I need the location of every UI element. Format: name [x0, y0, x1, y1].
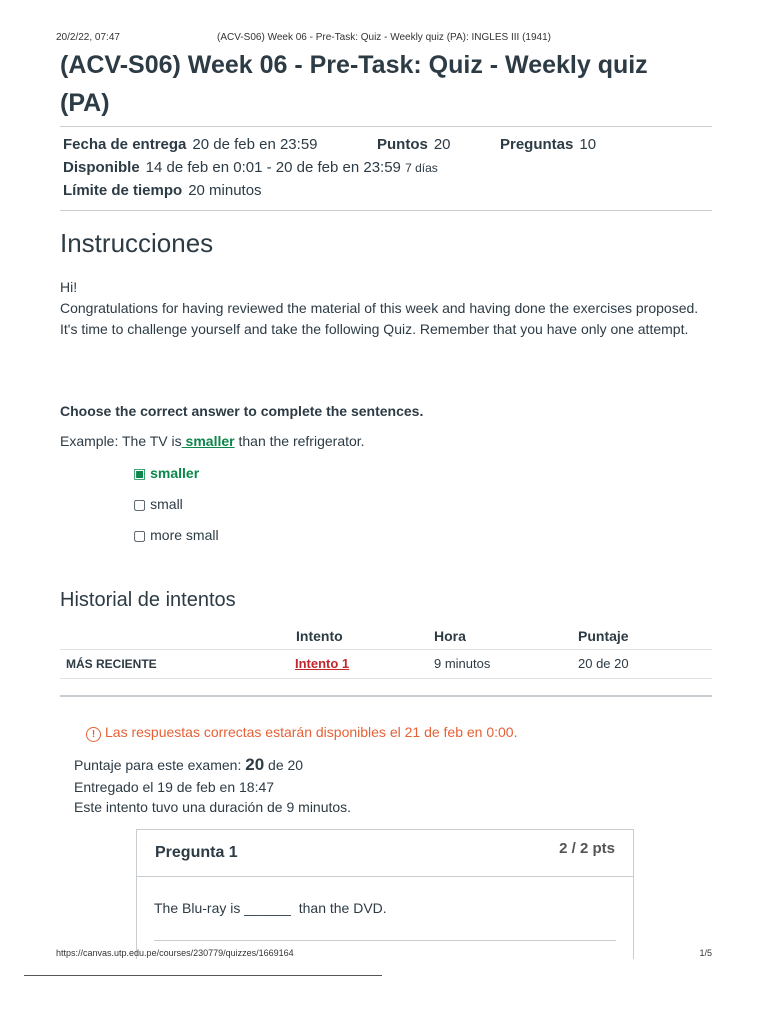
divider — [60, 210, 712, 211]
time-limit — [63, 182, 262, 199]
instructions-heading: Instrucciones — [60, 228, 214, 258]
question-header — [137, 830, 633, 877]
example-prefix: Example: The TV is — [60, 433, 182, 449]
available-days: 7 días — [405, 161, 438, 175]
submitted-date: Entregado el 19 de feb en 18:47 — [74, 779, 275, 795]
page-edge-line — [24, 975, 382, 976]
answers-available-alert — [86, 724, 517, 742]
instructions-text: Congratulations for having reviewed the material of this week and having done the exercises proposed. It's time to challenge yourself and take the following Quiz. Remember that you have only one attempt. — [60, 300, 699, 337]
attempt-score: 20 de 20 — [578, 656, 629, 671]
instructions-body — [60, 277, 710, 340]
page-title — [60, 46, 710, 122]
example-sentence — [60, 433, 365, 449]
page-number: 1/5 — [699, 948, 712, 958]
divider — [60, 126, 712, 127]
attempt-1-link[interactable]: Intento 1 — [295, 656, 350, 671]
example-option-smaller — [133, 465, 199, 482]
questions-label: Preguntas — [500, 136, 574, 153]
checked-box-icon: ▣ — [133, 465, 147, 481]
available-label: Disponible — [63, 159, 140, 176]
warning-icon: ! — [86, 727, 101, 742]
page-title-line2: (PA) — [60, 89, 110, 117]
question-card — [136, 829, 634, 959]
question-points: 2 / 2 pts — [559, 840, 615, 857]
score-value: 20 — [245, 755, 265, 774]
history-heading: Historial de intentos — [60, 589, 236, 611]
column-header-attempt: Intento — [296, 628, 343, 644]
points — [377, 136, 451, 153]
time-limit-label: Límite de tiempo — [63, 182, 183, 199]
questions — [500, 136, 596, 153]
table-divider — [60, 678, 712, 679]
time-limit-value: 20 minutos — [188, 182, 262, 199]
most-recent-tag: MÁS RECIENTE — [66, 657, 157, 671]
question-divider — [154, 940, 616, 941]
question-title: Pregunta 1 — [155, 844, 238, 861]
page-title-line1: (ACV-S06) Week 06 - Pre-Task: Quiz - Weekly quiz — [60, 51, 648, 79]
exam-score — [74, 755, 303, 775]
due-date — [63, 136, 318, 153]
empty-box-icon: ▢ — [133, 527, 147, 543]
column-header-score: Puntaje — [578, 628, 629, 644]
instructions-task: Choose the correct answer to complete the sentences. — [60, 403, 424, 419]
divider — [60, 695, 712, 697]
print-date: 20/2/22, 07:47 — [56, 32, 120, 43]
print-url: https://canvas.utp.edu.pe/courses/230779/quizzes/1669164 — [56, 948, 294, 958]
points-label: Puntos — [377, 136, 428, 153]
option-label: more small — [150, 527, 219, 543]
example-answer: smaller — [181, 433, 235, 449]
option-label: smaller — [150, 465, 200, 481]
score-suffix: de 20 — [264, 757, 304, 773]
available-value: 14 de feb en 0:01 - 20 de feb en 23:59 — [145, 159, 401, 176]
example-option-small — [133, 496, 183, 513]
question-text: The Blu-ray is ______ than the DVD. — [154, 900, 387, 916]
points-value: 20 — [433, 136, 451, 153]
attempt-time: 9 minutos — [434, 656, 491, 671]
questions-value: 10 — [579, 136, 597, 153]
alert-text: Las respuestas correctas estarán disponibles el 21 de feb en 0:00. — [105, 724, 518, 740]
example-option-more-small — [133, 527, 219, 544]
due-value: 20 de feb en 23:59 — [192, 136, 318, 153]
empty-box-icon: ▢ — [133, 496, 147, 512]
print-page-title: (ACV-S06) Week 06 - Pre-Task: Quiz - Weekly quiz (PA): INGLES III (1941) — [217, 32, 551, 43]
attempt-duration: Este intento tuvo una duración de 9 minutos. — [74, 799, 352, 815]
example-suffix: than the refrigerator. — [234, 433, 365, 449]
column-header-time: Hora — [434, 628, 466, 644]
option-label: small — [150, 496, 183, 512]
table-divider — [60, 649, 712, 650]
availability — [63, 159, 438, 176]
due-label: Fecha de entrega — [63, 136, 187, 153]
instructions-greeting: Hi! — [60, 279, 78, 295]
score-prefix: Puntaje para este examen: — [74, 757, 246, 773]
